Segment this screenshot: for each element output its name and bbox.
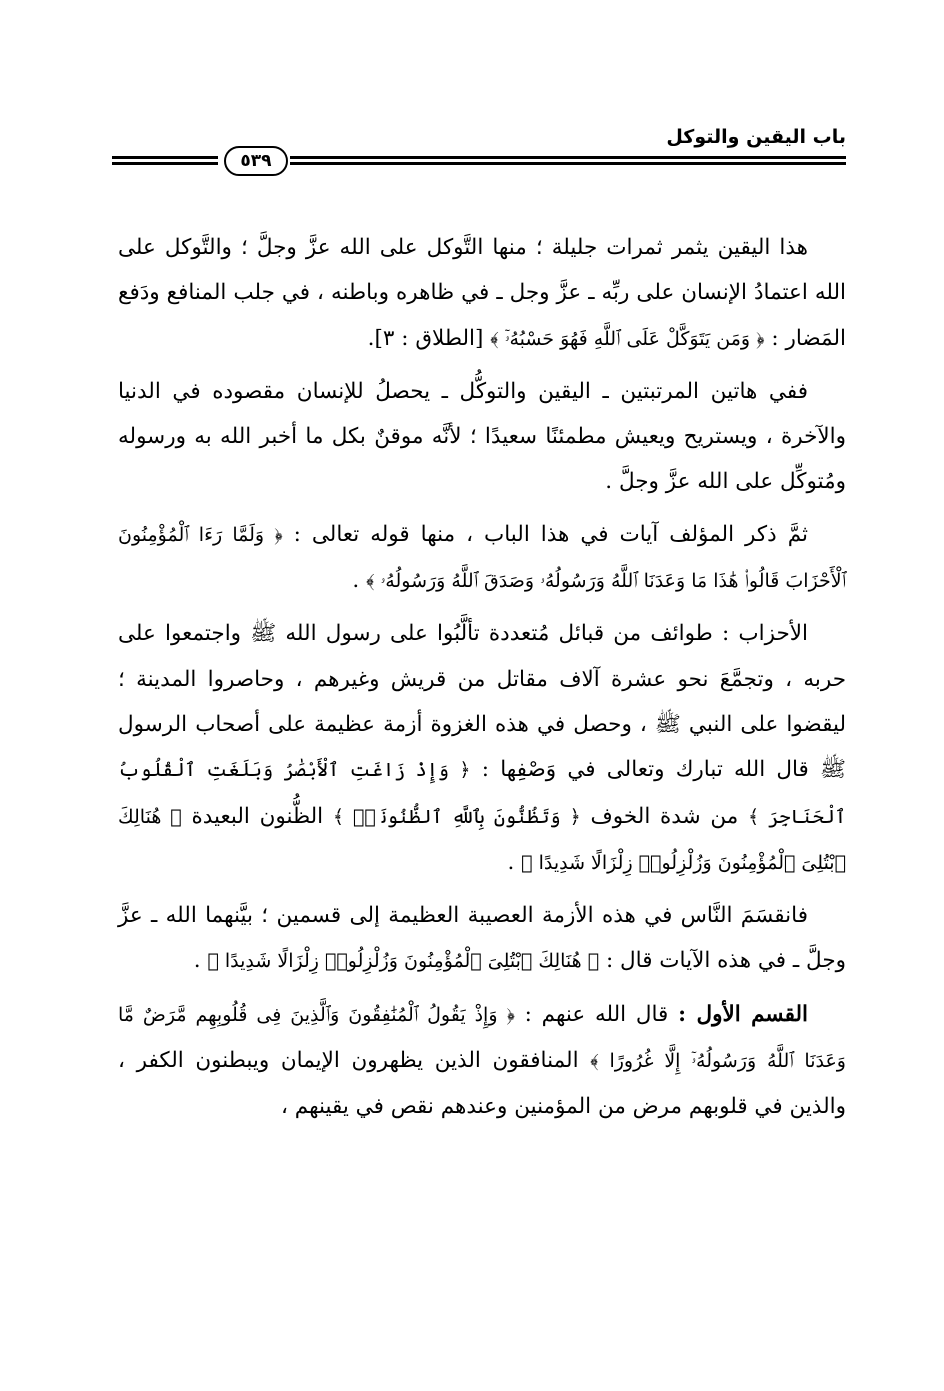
body-text: . bbox=[352, 568, 367, 594]
quran-verse: ﴿ وَمَن يَتَوَكَّلْ عَلَى ٱللَّهِ فَهُوَ حَسْبُهُۥٓ ﴾ bbox=[490, 327, 765, 350]
body-text: الأحزاب : طوائف من قبائل مُتعددة تألَّبُوا على رسول الله ﷺ واجتمعوا على حربه ، وتجمَّعَ نحو عشرة آلاف مقاتل من قريش وغيرهم ، وحاصروا المدينة ؛ ليقضوا على النبي ﷺ ، وحصل في هذه الغزوة أزمة عظيمة على أصحاب الرسول ﷺ قال الله تبارك وتعالى في وَصْفِها : bbox=[118, 621, 846, 783]
quran-verse: ﴿ وَتَظُنُّونَ بِٱللَّهِ ٱلظُّنُونَا۠ ﴾ bbox=[332, 805, 581, 828]
chapter-title: باب اليقين والتوكل bbox=[666, 126, 846, 148]
page-number: ٥٣٩ bbox=[224, 146, 288, 176]
body-text: من شدة الخوف bbox=[580, 803, 748, 829]
quran-verse: ﴿ هُنَالِكَ ٱبْتُلِىَ ٱلْمُؤْمِنُونَ وَزُلْزِلُوا۟ زِلْزَالًا شَدِيدًا ﴾ bbox=[118, 805, 846, 874]
quran-verse: ﴿ هُنَالِكَ ٱبْتُلِىَ ٱلْمُؤْمِنُونَ وَزُلْزِلُوا۟ زِلْزَالًا شَدِيدًا ﴾ bbox=[207, 950, 600, 973]
paragraph bbox=[118, 225, 846, 362]
paragraph bbox=[118, 611, 846, 886]
body-text: . bbox=[193, 948, 208, 974]
body-text: ففي هاتين المرتبتين ـ اليقين والتوكُّل ـ يحصلُ للإنسان مقصوده في الدنيا والآخرة ، ويستريح ويعيش مطمئنًا سعيدًا ؛ لأنَّه موقنٌ بكل ما أخبر الله به ورسوله ومُتوكِّل على الله عزَّ وجلَّ . bbox=[118, 378, 846, 495]
body-text: الظُّنون البعيدة bbox=[181, 803, 333, 829]
page-header bbox=[112, 118, 846, 180]
paragraph bbox=[118, 893, 846, 985]
page-body bbox=[118, 225, 846, 1300]
body-text: المنافقون الذين يظهرون الإيمان ويبطنون الكفر ، والذين في قلوبهم مرض من المؤمنين وعندهم نقص في يقينهم ، bbox=[118, 1048, 846, 1120]
body-text: [الطلاق : ٣]. bbox=[367, 325, 491, 351]
header-rule-right-top bbox=[290, 156, 846, 159]
quran-verse: ﴿ وَإِذْ زَاغَتِ ٱلْأَبْصَٰرُ وَبَلَغَتِ ٱلْقُلُوبُ ٱلْحَنَاجِرَ ﴾ bbox=[118, 759, 846, 828]
header-rule-left-bottom bbox=[112, 162, 218, 165]
body-text: . bbox=[507, 849, 522, 875]
body-text: قال الله عنهم : bbox=[514, 1001, 679, 1027]
paragraph bbox=[118, 512, 846, 605]
quran-verse: ﴿ وَإِذْ يَقُولُ ٱلْمُنَٰفِقُونَ وَٱلَّذِينَ فِى قُلُوبِهِم مَّرَضٌ مَّا وَعَدَنَا ٱللَّهُ وَرَسُولُهُۥٓ إِلَّا غُرُورًا ﴾ bbox=[118, 1003, 846, 1073]
body-text: ثمَّ ذكر المؤلف آيات في هذا الباب ، منها قوله تعالى : bbox=[282, 521, 808, 547]
quran-verse: ﴿ وَلَمَّا رَءَا ٱلْمُؤْمِنُونَ ٱلْأَحْزَابَ قَالُوا۟ هَٰذَا مَا وَعَدَنَا ٱللَّهُ وَرَسُولُهُۥ وَصَدَقَ ٱللَّهُ وَرَسُولُهُۥ ﴾ bbox=[118, 523, 846, 593]
body-text: فانقسَمَ النَّاس في هذه الأزمة العصيبة العظيمة إلى قسمين ؛ بيَّنهما الله ـ عزَّ وجلَّ ـ في هذه الآيات قال : bbox=[118, 903, 846, 974]
paragraph bbox=[118, 369, 846, 505]
header-rule-right-bottom bbox=[290, 162, 846, 165]
body-text: هذا اليقين يثمر ثمرات جليلة ؛ منها التَّوكل على الله عزَّ وجلَّ ؛ والتَّوكل على الله اعتمادُ الإنسان على ربِّه ـ عزَّ وجل ـ في ظاهره وباطنه ، في جلب المنافع ودَفع المَضار : bbox=[118, 235, 846, 351]
header-rule-left-top bbox=[112, 156, 218, 159]
section-heading: القسم الأول : bbox=[678, 1001, 809, 1027]
paragraph bbox=[118, 992, 846, 1130]
